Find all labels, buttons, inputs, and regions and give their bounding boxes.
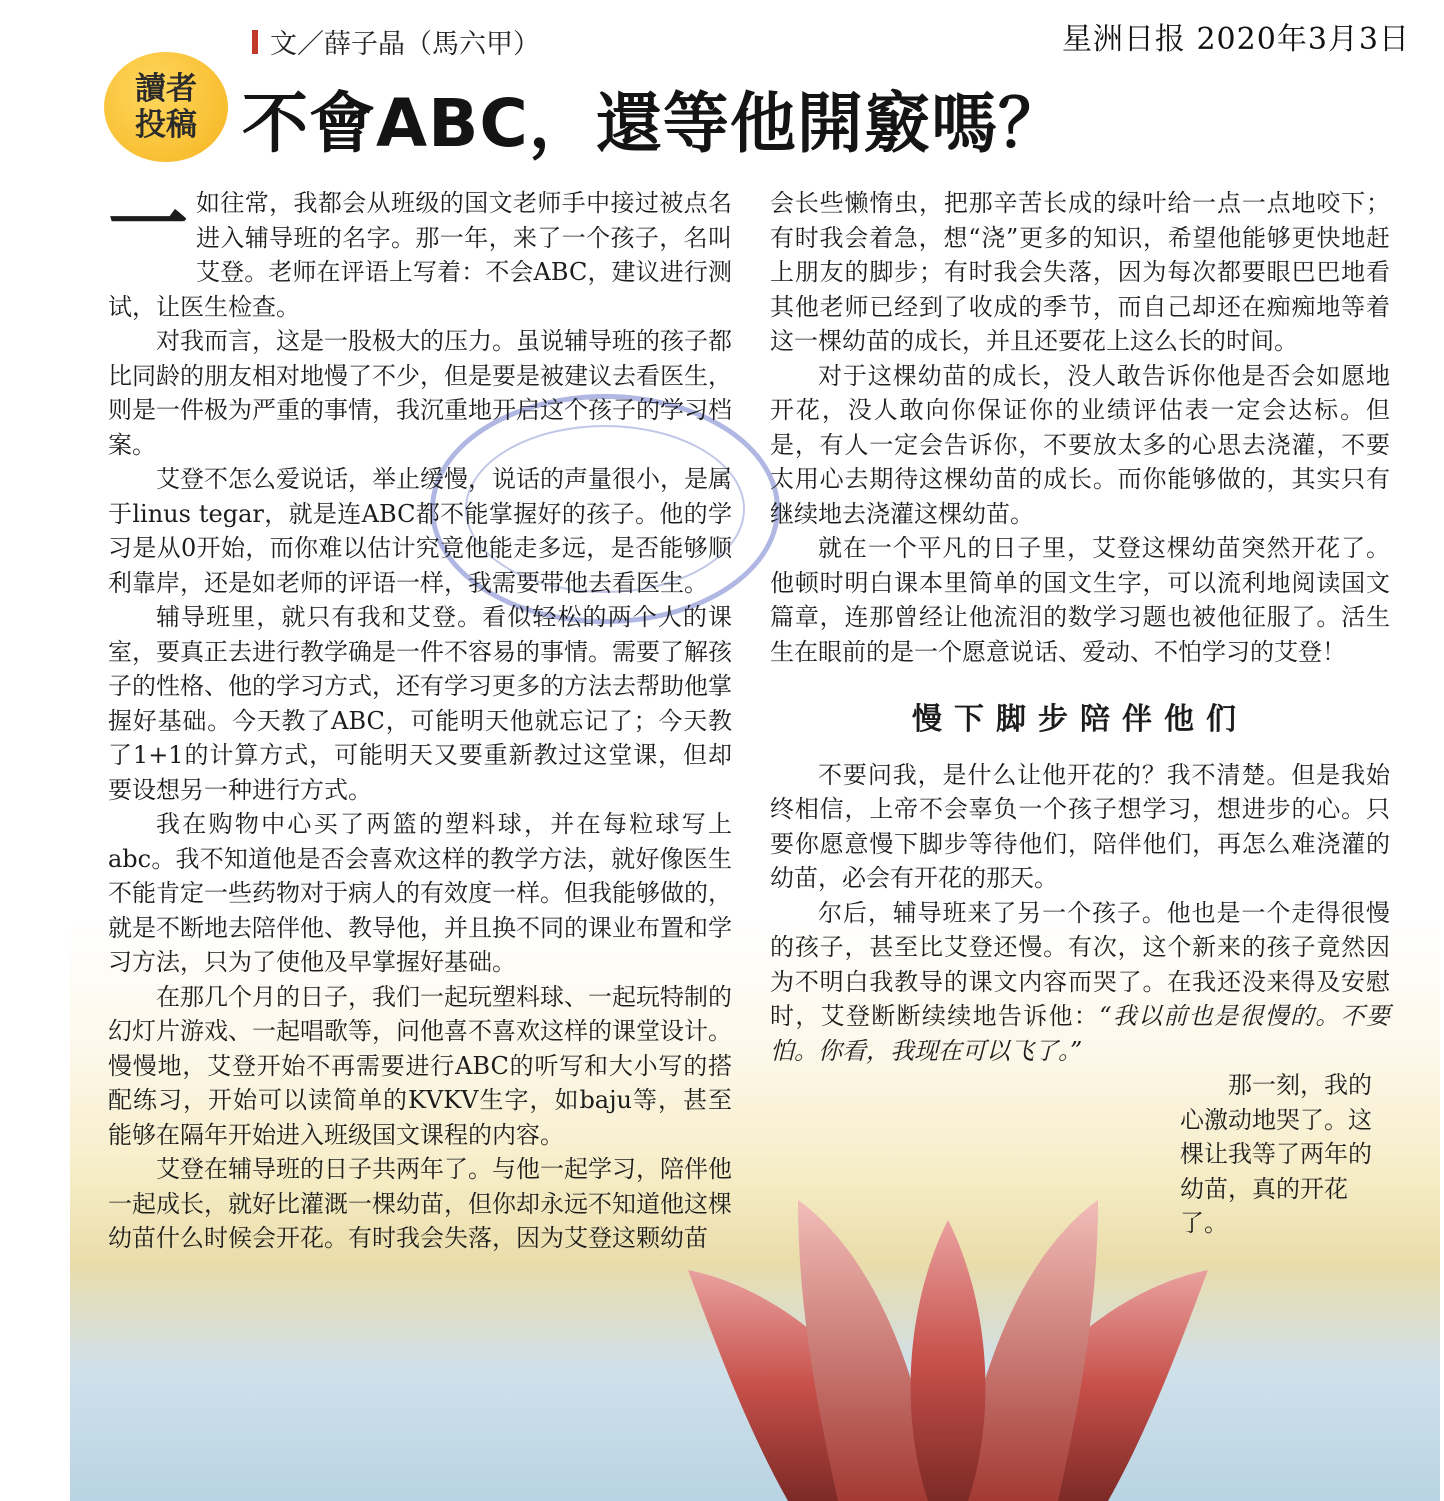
paragraph xyxy=(108,177,732,324)
readers-contribution-badge xyxy=(104,52,228,162)
byline-marker xyxy=(252,30,258,54)
closing-paragraph: 那一刻，我的心激动地哭了。这棵让我等了两年的幼苗，真的开花了。 xyxy=(1180,1071,1372,1237)
paragraph: 艾登在辅导班的日子共两年了。与他一起学习，陪伴他一起成长，就好比灌溉一棵幼苗，但你却永远不知道他这棵幼苗什么时候会开花。有时我会失落，因为艾登这颗幼苗 xyxy=(108,1155,732,1252)
section-subheading: 慢下脚步陪伴他们 xyxy=(912,702,1248,737)
paragraph: 不要问我，是什么让他开花的？我不清楚。但是我始终相信，上帝不会辜负一个孩子想学习，想进步的心。只要你愿意慢下脚步等待他们，陪伴他们，再怎么难浇灌的幼苗，必会有开花的那天。 xyxy=(770,760,1390,892)
byline xyxy=(252,22,540,61)
paragraph: 会长些懒惰虫，把那辛苦长成的绿叶给一点一点地咬下；有时我会着急，想“浇”更多的知识，希望他能够更快地赶上朋友的脚步；有时我会失落，因为每次都要眼巴巴地看其他老师已经到了收成的季节，而自己却还在痴痴地等着这一棵幼苗的成长，并且还要花上这么长的时间。 xyxy=(770,189,1390,355)
paragraph: 我在购物中心买了两篮的塑料球，并在每粒球写上abc。我不知道他是否会喜欢这样的教学方法，就好像医生不能肯定一些药物对于病人的有效度一样。但我能够做的，就是不断地去陪伴他、教导他，并且换不同的课业布置和学习方法，只为了使他及早掌握好基础。 xyxy=(108,810,732,976)
paragraph: 对于这棵幼苗的成长，没人敢告诉你他是否会如愿地开花，没人敢向你保证你的业绩评估表一定会达标。但是，有人一定会告诉你，不要放太多的心思去浇灌，不要太用心去期待这棵幼苗的成长。而你能够做的，其实只有继续地去浇灌这棵幼苗。 xyxy=(770,361,1390,528)
paragraph: 艾登不怎么爱说话，举止缓慢，说话的声量很小，是属于linus tegar，就是连ABC都不能掌握好的孩子。他的学习是从0开始，而你难以估计究竟他能走多远，是否能够顺利靠岸，还是如老师的评语一样，我需要带他去看医生。 xyxy=(108,465,732,597)
paragraph-text: 尔后，辅导班来了另一个孩子。他也是一个走得很慢的孩子，甚至比艾登还慢。有次，这个新来的孩子竟然因为不明白我教导的课文内容而哭了。在我还没来得及安慰时，艾登断断续续地告诉他： xyxy=(770,898,1390,1030)
quoted-speech: “我以前也是很慢的。不要怕。你看，我现在可以飞了。” xyxy=(770,1002,1390,1065)
masthead: 星洲日报 2020年3月3日 xyxy=(1061,22,1410,57)
paragraph: 辅导班里，就只有我和艾登。看似轻松的两个人的课室，要真正去进行教学确是一件不容易的事情。需要了解孩子的性格、他的学习方式，还有学习更多的方法去帮助他掌握好基础。今天教了ABC，可能明天他就忘记了；今天教了1+1的计算方式，可能明天又要重新教过这堂课，但却要设想另一种进行方式。 xyxy=(108,603,732,804)
paragraph: 在那几个月的日子，我们一起玩塑料球、一起玩特制的幻灯片游戏、一起唱歌等，问他喜不喜欢这样的课堂设计。慢慢地，艾登开始不再需要进行ABC的听写和大小写的搭配练习，开始可以读简单的KVKV生字，如baju等，甚至能够在隔年开始进入班级国文课程的内容。 xyxy=(108,982,732,1149)
article-column-left xyxy=(108,177,732,1256)
paragraph: 对我而言，这是一股极大的压力。虽说辅导班的孩子都比同龄的朋友相对地慢了不少，但是要是被建议去看医生，则是一件极为严重的事情，我沉重地开启这个孩子的学习档案。 xyxy=(108,327,732,459)
paragraph: 就在一个平凡的日子里，艾登这棵幼苗突然开花了。他顿时明白课本里简单的国文生字，可以流利地阅读国文篇章，连那曾经让他流泪的数学习题也被他征服了。活生生在眼前的是一个愿意说话、爱动、不怕学习的艾登！ xyxy=(770,534,1390,666)
headline: 不會ABC，還等他開竅嗎？ xyxy=(242,85,1065,162)
badge-line-2: 投稿 xyxy=(135,107,197,143)
drop-cap: 一 xyxy=(108,177,188,271)
paragraph-text: 如往常，我都会从班级的国文老师手中接过被点名进入辅导班的名字。那一年，来了一个孩子，名叫艾登。老师在评语上写着：不会ABC，建议进行测试，让医生检查。 xyxy=(108,189,732,321)
paragraph xyxy=(770,896,1390,1069)
badge-line-1: 讀者 xyxy=(135,71,197,107)
article-column-right xyxy=(770,186,1390,1241)
byline-text: 文／薛子晶（馬六甲） xyxy=(270,29,540,60)
